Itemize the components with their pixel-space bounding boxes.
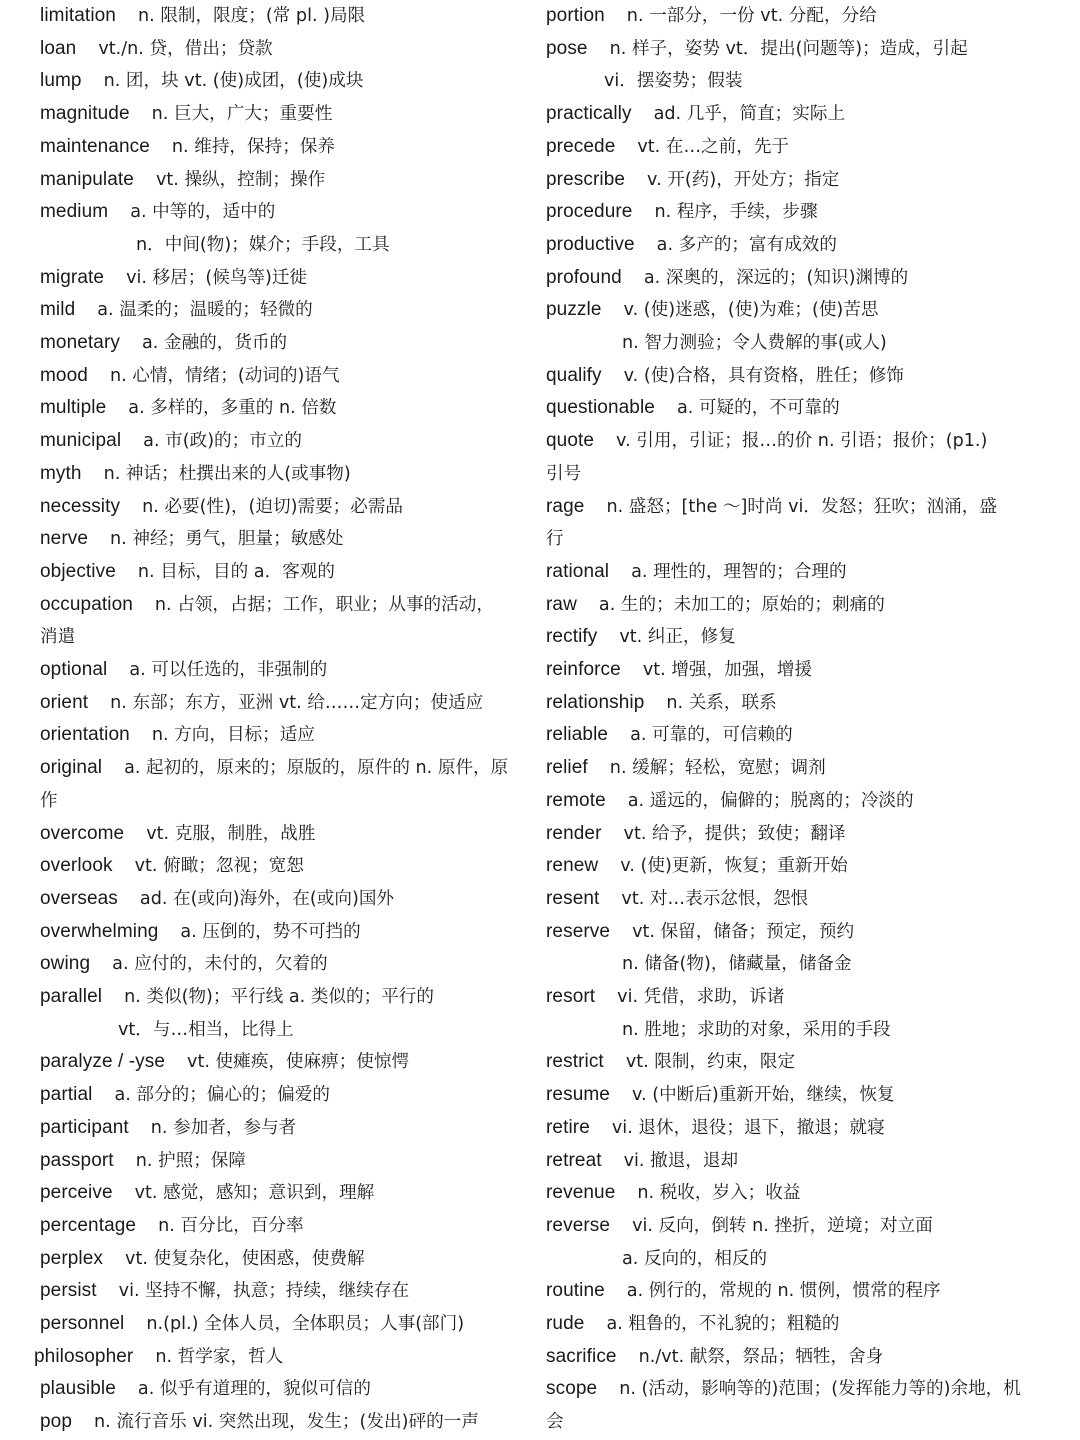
vocab-word: municipal [40,430,122,452]
vocab-word: reverse [546,1214,611,1236]
vocab-definition: n. 关系，联系 [666,692,777,713]
vocab-word: necessity [40,495,121,517]
vocab-entry [40,850,540,883]
vocab-definition: vt. 使瘫痪，使麻痹；使惊愕 [187,1052,410,1073]
vocab-word: rational [546,560,610,582]
vocab-definition: a. 理性的，理智的；合理的 [631,561,847,582]
vocab-definition: v. (使)更新，恢复；重新开始 [620,856,848,877]
vocab-entry [40,425,540,458]
vocab-definition: a. 多样的，多重的 n. 倍数 [128,398,337,419]
vocab-definition: n. (活动，影响等的)范围；(发挥能力等的)余地，机 [619,1379,1021,1400]
vocab-definition: a. 温柔的；温暖的；轻微的 [97,300,313,321]
vocab-entry-continuation [546,458,1046,491]
vocab-word: scope [546,1378,598,1400]
vocab-definition: 行 [546,529,564,550]
vocab-definition: a. 中等的，适中的 [130,202,276,223]
vocab-definition: a. 金融的，货币的 [142,333,288,353]
vocab-entry [40,1243,540,1276]
vocab-entry [40,556,540,589]
vocab-word: puzzle [546,299,602,321]
vocab-word: overcome [40,822,125,844]
vocab-entry [40,916,540,949]
vocab-word: personnel [40,1313,125,1334]
vocab-definition: n. 百分比，百分率 [158,1215,304,1236]
vocab-entry [546,752,1046,785]
vocab-entry [40,164,540,197]
vocab-definition: vi．摆姿势；假装 [604,71,743,92]
vocab-entry [546,556,1046,589]
vocab-entry [546,1275,1046,1308]
vocab-entry [546,589,1046,622]
vocab-entry [40,523,540,556]
vocab-entry [40,1177,540,1210]
vocab-word: plausible [40,1378,116,1400]
vocab-entry [40,262,540,295]
vocab-entry [40,1210,540,1243]
vocab-word: practically [546,103,632,125]
vocab-word: restrict [546,1051,604,1073]
vocab-entry [40,719,540,752]
vocab-definition: n. 税收，岁入；收益 [637,1183,801,1204]
vocab-definition: n. 哲学家，哲人 [155,1346,284,1367]
vocab-word: qualify [546,364,602,386]
vocab-word: occupation [40,593,133,615]
vocab-word: rectify [546,626,598,648]
vocab-word: loan [40,37,77,59]
vocab-entry [40,1145,540,1178]
vocab-definition: vi. 撤退，退却 [623,1150,739,1171]
vocab-definition: a. 可靠的，可信赖的 [630,725,793,746]
vocab-definition: vt. 纠正，修复 [619,627,736,648]
vocab-word: multiple [40,397,107,419]
vocab-word: revenue [546,1182,616,1204]
vocab-word: raw [546,593,577,615]
vocab-definition: n. 样子，姿势 vt．提出(问题等)；造成，引起 [609,38,968,59]
vocab-entry [40,327,540,360]
vocab-entry [40,458,540,491]
vocab-word: passport [40,1149,114,1171]
vocab-entry [546,491,1046,524]
vocab-word: orientation [40,724,130,746]
vocab-entry [40,818,540,851]
vocab-entry [546,1210,1046,1243]
vocab-word: limitation [40,5,116,26]
vocab-word: render [546,822,602,844]
vocab-word: profound [546,266,622,288]
vocab-definition: n./vt. 献祭，祭品；牺牲，舍身 [638,1346,884,1367]
vocab-word: mood [40,364,88,386]
vocab-entry [546,294,1046,327]
vocab-word: reserve [546,920,611,942]
vocab-definition: n. 智力测验；令人费解的事(或人) [622,333,887,353]
vocab-definition: 会 [546,1412,564,1433]
vocab-entry [40,1112,540,1145]
vocab-word: persist [40,1280,97,1302]
vocab-word: objective [40,560,116,582]
vocab-definition: vt. 克服，制胜，战胜 [146,823,316,844]
vocab-word: original [40,757,103,779]
vocab-definition: v. (中断后)重新开始，继续，恢复 [631,1085,895,1106]
vocab-definition: vt. 操纵，控制；操作 [155,169,326,190]
vocab-definition: vt./n. 贷，借出；贷款 [98,38,273,59]
vocab-word: pop [40,1411,73,1433]
vocab-entry [546,164,1046,197]
vocab-definition: vt. 保留，储备；预定，预约 [632,921,855,942]
vocab-definition: v. (使)迷惑，(使)为难；(使)苦思 [623,300,879,321]
vocab-definition: vt．与…相当，比得上 [118,1019,294,1040]
vocab-word: remote [546,789,606,811]
vocab-entry [546,1079,1046,1112]
vocab-definition: v. (使)合格，具有资格，胜任；修饰 [623,365,904,386]
vocab-entry [546,1177,1046,1210]
vocab-entry [40,196,540,229]
vocab-definition: 引号 [546,463,582,484]
vocab-word: philosopher [34,1345,134,1367]
vocab-entry [546,818,1046,851]
vocab-word: retreat [546,1149,602,1171]
vocab-entry [546,1145,1046,1178]
vocab-definition: n. 心情，情绪；(动词的)语气 [109,365,340,386]
vocab-entry [546,229,1046,262]
vocab-entry [40,1308,540,1341]
vocab-word: portion [546,5,605,26]
vocab-word: myth [40,462,82,484]
vocab-definition: vi. 凭借，求助，诉诸 [617,987,785,1007]
vocab-entry-continuation [40,229,540,262]
vocab-entry [546,1341,1046,1374]
vocab-entry [40,392,540,425]
vocab-word: resort [546,986,596,1007]
vocab-definition: 作 [40,790,58,811]
vocab-definition: n. 类似(物)；平行线 a. 类似的；平行的 [124,987,434,1007]
vocab-entry-continuation [546,948,1046,981]
vocab-word: orient [40,691,89,713]
vocab-definition: vt. 增强，加强，增援 [642,660,813,680]
vocab-entry [40,1373,540,1406]
vocab-entry-continuation [546,65,1046,98]
vocab-entry-continuation [546,1243,1046,1276]
vocab-word: prescribe [546,168,626,190]
vocab-definition: n．中间(物)；媒介；手段，工具 [136,234,390,255]
vocab-entry [40,948,540,981]
vocab-entry [546,1308,1046,1341]
vocab-entry [546,1046,1046,1079]
vocab-entry [546,131,1046,164]
vocab-entry [546,883,1046,916]
vocab-definition: vt. 俯瞰；忽视；宽恕 [134,856,304,877]
vocab-definition: n. 护照；保障 [135,1150,246,1171]
vocab-word: overlook [40,855,113,877]
vocab-definition: vi. 退休，退役；退下，撤退；就寝 [611,1117,885,1138]
vocab-entry [40,687,540,720]
vocab-word: productive [546,233,635,255]
vocab-word: maintenance [40,135,150,157]
vocab-entry-continuation [546,327,1046,360]
vocab-word: relief [546,757,588,779]
vocab-word: resume [546,1084,610,1106]
vocab-definition: n. 神经；勇气，胆量；敏感处 [110,529,344,550]
vocab-entry [40,33,540,66]
vocab-definition: a. 深奥的，深远的；(知识)渊博的 [643,267,909,288]
vocab-entry [40,883,540,916]
vocab-entry [546,719,1046,752]
vocab-entry [40,1046,540,1079]
vocab-word: nerve [40,528,89,550]
vocab-definition: n. 流行音乐 vi. 突然出现，发生；(发出)砰的一声 [94,1412,479,1433]
vocab-word: reliable [546,724,609,746]
vocab-definition: n. 东部；东方，亚洲 vt. 给……定方向；使适应 [110,692,484,713]
vocab-word: rude [546,1313,585,1334]
vocab-entry [546,0,1046,33]
vocab-word: sacrifice [546,1345,617,1367]
vocab-entry [546,1373,1046,1406]
vocab-word: perplex [40,1247,104,1269]
vocab-definition: a. 例行的，常规的 n. 惯例，惯常的程序 [626,1281,941,1302]
vocab-entry-continuation [546,1014,1046,1047]
vocab-entry [546,621,1046,654]
vocab-definition: n. 神话；杜撰出来的人(或事物) [103,463,351,484]
vocab-definition: n.(pl.) 全体人员，全体职员；人事(部门) [146,1314,465,1334]
vocab-definition: n. 参加者，参与者 [150,1117,297,1138]
vocab-definition: n. 限制，限度；(常 pl. )局限 [137,6,366,26]
vocab-definition: 消遣 [40,627,76,648]
vocab-word: pose [546,37,588,59]
vocab-entry [546,687,1046,720]
vocab-definition: vt. 限制，约束，限定 [625,1052,796,1073]
vocab-definition: a. 多产的；富有成效的 [656,234,837,255]
vocab-entry-continuation [40,1014,540,1047]
vocab-entry [546,360,1046,393]
vocab-definition: vi. 坚持不懈，执意；持续，继续存在 [118,1281,410,1302]
vocab-definition: vt. 感觉，感知；意识到，理解 [134,1183,375,1204]
vocab-definition: a. 生的；未加工的；原始的；刺痛的 [598,594,885,615]
vocab-entry [546,785,1046,818]
vocab-definition: vt. 使复杂化，使困惑，使费解 [125,1248,365,1269]
vocab-definition: vi. 反向，倒转 n. 挫折，逆境；对立面 [632,1215,933,1236]
vocab-definition: a. 部分的；偏心的；偏爱的 [114,1085,330,1106]
vocab-entry [40,1079,540,1112]
vocab-word: percentage [40,1214,137,1236]
vocab-definition: n. 缓解；轻松，宽慰；调剂 [609,758,826,779]
vocab-definition: v. 引用，引证；报…的价 n. 引语；报价；(p1.) [616,431,988,452]
vocab-entry [40,752,540,785]
vocab-entry [40,294,540,327]
vocab-definition: n. 胜地；求助的对象，采用的手段 [622,1019,891,1040]
vocab-entry-continuation [546,1406,1046,1439]
vocab-word: partial [40,1084,93,1106]
vocab-definition: n. 程序，手续，步骤 [654,202,818,223]
vocab-entry [40,131,540,164]
vocab-word: precede [546,135,616,157]
vocab-entry [546,916,1046,949]
vocab-entry [546,392,1046,425]
vocab-word: overseas [40,887,118,909]
vocab-entry [40,491,540,524]
vocab-entry [40,360,540,393]
vocab-entry [40,65,540,98]
vocab-word: perceive [40,1182,113,1204]
vocab-word: paralyze / -yse [40,1051,166,1073]
vocab-definition: a. 反向的，相反的 [622,1248,768,1269]
vocab-word: parallel [40,986,103,1007]
vocab-definition: n. 目标，目的 a．客观的 [137,561,335,582]
vocab-entry [40,654,540,687]
vocab-entry [546,654,1046,687]
vocab-entry [40,0,540,33]
vocab-definition: a. 应付的，未付的，欠着的 [112,954,328,975]
vocab-word: optional [40,659,108,680]
vocab-definition: a. 可疑的，不可靠的 [676,398,840,419]
vocab-definition: n. 储备(物)，储藏量，储备金 [622,954,852,975]
vocab-definition: n. 盛怒；[the ～]时尚 vi．发怒；狂吹；汹涌，盛 [606,496,997,517]
vocab-definition: a. 压倒的，势不可挡的 [180,921,361,942]
vocab-word: retire [546,1116,590,1138]
vocab-entry [40,1275,540,1308]
vocab-definition: vi. 移居；(候鸟等)迁徙 [126,267,308,288]
vocab-word: rage [546,495,585,517]
vocab-word: lump [40,70,82,92]
vocab-definition: v. 开(药)，开处方；指定 [647,169,840,190]
vocab-entry [546,425,1046,458]
vocab-word: manipulate [40,168,134,190]
vocab-definition: a. 市(政)的；市立的 [143,431,303,452]
vocab-word: routine [546,1280,605,1302]
vocab-word: quote [546,430,595,452]
vocab-entry [546,981,1046,1014]
vocab-word: owing [40,953,91,975]
vocab-entry [40,589,540,622]
vocab-entry [546,98,1046,131]
vocab-definition: a. 遥远的，偏僻的；脱离的；冷淡的 [627,790,914,811]
vocab-definition: n. 维持，保持；保养 [171,136,335,157]
vocab-entry-continuation [546,523,1046,556]
vocab-definition: n. 一部分，一份 vt. 分配，分给 [626,6,877,26]
vocab-word: medium [40,201,109,223]
vocab-word: reinforce [546,659,621,680]
vocab-definition: n. 方向，目标；适应 [151,725,315,746]
vocab-word: procedure [546,201,633,223]
vocab-definition: vt. 给予，提供；致使；翻译 [623,823,846,844]
vocab-definition: n. 团，块 vt. (使)成团，(使)成块 [103,71,364,92]
vocab-word: renew [546,855,599,877]
vocab-definition: n. 占领，占据；工作，职业；从事的活动， [154,594,494,615]
vocab-entry [40,98,540,131]
vocab-definition: vt. 对…表示忿恨，怨恨 [621,888,809,909]
vocab-definition: a. 起初的，原来的；原版的，原件的 n. 原件，原 [124,758,509,779]
vocab-word: overwhelming [40,920,159,942]
vocab-word: questionable [546,397,655,419]
vocab-entry [40,1406,540,1439]
vocab-entry [546,1112,1046,1145]
vocab-word: mild [40,299,76,321]
vocab-definition: a. 可以任选的，非强制的 [129,660,328,680]
vocab-word: migrate [40,266,105,288]
vocab-definition: ad. 在(或向)海外，在(或向)国外 [139,888,395,909]
vocab-entry-continuation [40,621,540,654]
vocab-definition: a. 似乎有道理的，貌似可信的 [137,1379,371,1400]
vocab-word: monetary [40,332,121,353]
vocab-entry [546,196,1046,229]
vocab-word: magnitude [40,103,130,125]
vocab-entry [40,981,540,1014]
vocab-entry [546,850,1046,883]
vocab-entry [546,262,1046,295]
vocab-word: participant [40,1116,129,1138]
vocab-word: resent [546,887,600,909]
vocab-definition: vt. 在…之前，先于 [637,136,790,157]
vocab-entry [34,1341,540,1374]
vocab-entry [546,33,1046,66]
vocab-definition: n. 巨大，广大；重要性 [151,104,333,125]
vocab-definition: n. 必要(性)，(迫切)需要；必需品 [142,496,404,517]
vocab-definition: a. 粗鲁的，不礼貌的；粗糙的 [606,1314,840,1334]
vocab-word: relationship [546,691,645,713]
vocab-entry-continuation [40,785,540,818]
vocab-definition: ad. 几乎，简直；实际上 [653,104,846,125]
